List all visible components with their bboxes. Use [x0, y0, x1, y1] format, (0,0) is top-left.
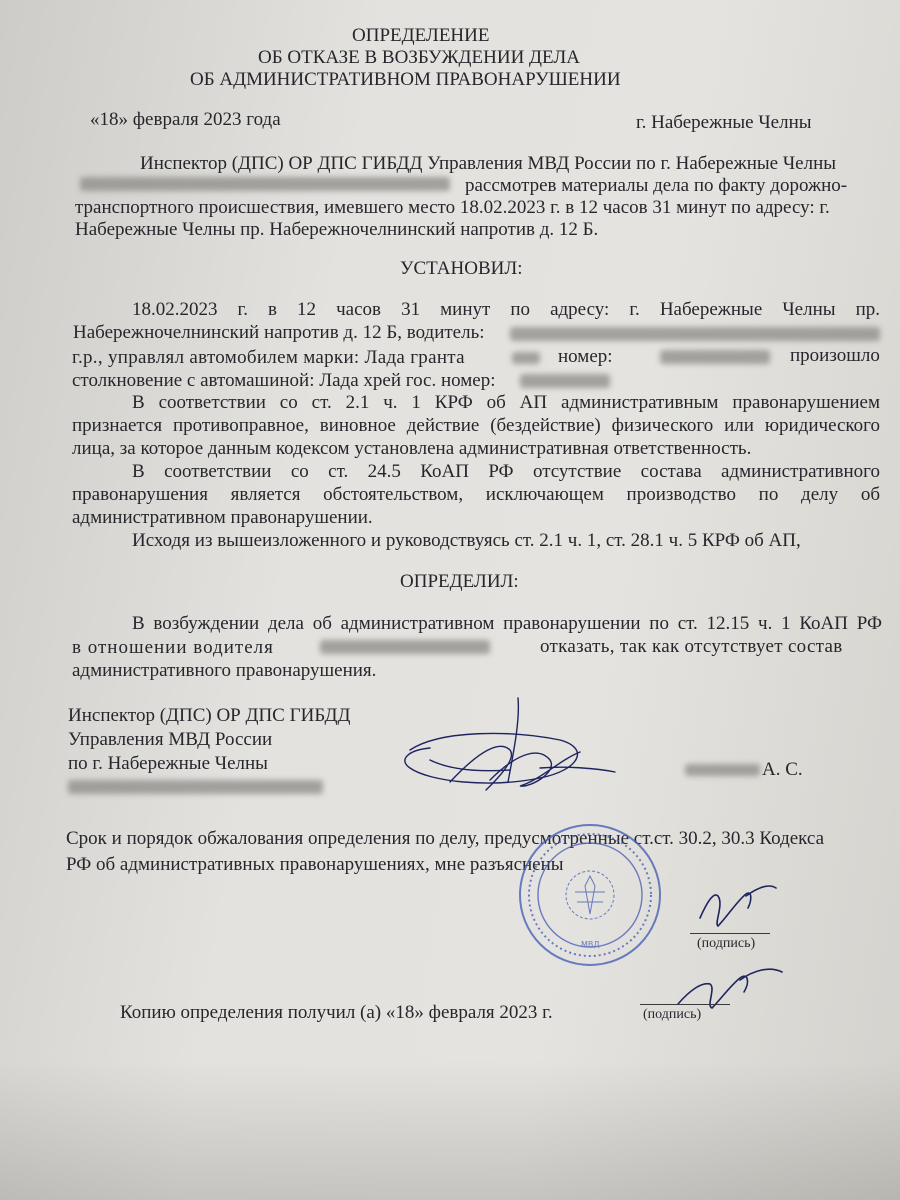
established-line-1: 18.02.2023 г. в 12 часов 31 минут по адресу: г. Набережные Челны пр.: [132, 299, 880, 320]
established-line-3c: произошло: [790, 345, 880, 366]
signer-line-1: Инспектор (ДПС) ОР ДПС ГИБДД: [68, 705, 351, 726]
signer-line-2: Управления МВД России: [68, 729, 273, 750]
document-city: г. Набережные Челны: [636, 112, 812, 133]
signer-line-3: по г. Набережные Челны: [68, 753, 268, 774]
title-line-2: ОБ ОТКАЗЕ В ВОЗБУЖДЕНИИ ДЕЛА: [258, 47, 580, 68]
established-line-6: признается противоправное, виновное действие (бездействие) физического или юридического: [72, 415, 880, 436]
acknowledgement-signature-1: [690, 878, 800, 938]
established-line-11: Исходя из вышеизложенного и руководствуясь ст. 2.1 ч. 1, ст. 28.1 ч. 5 КРФ об АП,: [132, 530, 801, 551]
intro-line-1: Инспектор (ДПС) ОР ДПС ГИБДД Управления МВД России по г. Набережные Челны: [140, 153, 837, 174]
established-line-3b: номер:: [558, 346, 613, 367]
decision-line-3: административного правонарушения.: [72, 660, 377, 681]
title-line-3: ОБ АДМИНИСТРАТИВНОМ ПРАВОНАРУШЕНИИ: [190, 69, 621, 90]
decision-line-2b: отказать, так как отсутствует состав: [540, 636, 843, 657]
established-line-5: В соответствии со ст. 2.1 ч. 1 КРФ об АП административным правонарушением: [132, 392, 880, 413]
redacted-name: [80, 177, 450, 191]
appeal-line-1: Срок и порядок обжалования определения по делу, предусмотренные ст.ст. 30.2, 30.3 Кодекса: [66, 828, 825, 849]
inspector-signature: [390, 690, 630, 810]
intro-line-4: Набережные Челны пр. Набережночелнинский напротив д. 12 Б.: [75, 219, 599, 240]
signer-initials: А. С.: [762, 759, 803, 780]
stamp-label: МВД: [581, 940, 600, 949]
established-line-9: правонарушения является обстоятельством, исключающем производство по делу об: [72, 484, 880, 505]
redacted-signer: [68, 780, 323, 794]
established-line-4: столкновение с автомашиной: Лада хрей гос. номер:: [72, 370, 496, 391]
redacted-surname: [685, 764, 760, 776]
intro-line-2: рассмотрев материалы дела по факту дорожно-: [465, 175, 848, 196]
established-line-8: В соответствии со ст. 24.5 КоАП РФ отсутствие состава административного: [132, 461, 880, 482]
intro-line-3: транспортного происшествия, имевшего место 18.02.2023 г. в 12 часов 31 минут по адресу: г.: [75, 197, 830, 218]
document-date: «18» февраля 2023 года: [90, 109, 281, 130]
copy-received: Копию определения получил (а) «18» февраля 2023 г.: [120, 1002, 553, 1023]
appeal-line-2: РФ об административных правонарушениях, мне разъяснены: [66, 854, 564, 875]
established-line-7: лица, за которое данным кодексом установлена административная ответственность.: [72, 438, 752, 459]
redacted-plate-2: [520, 374, 610, 388]
established-line-10: административном правонарушении.: [72, 507, 373, 528]
decision-line-2a: в отношении водителя: [72, 637, 274, 658]
sign-label-1: (подпись): [697, 936, 756, 951]
sign-label-2: (подпись): [643, 1007, 702, 1022]
section-decided-title: ОПРЕДЕЛИЛ:: [400, 571, 519, 592]
title-line-1: ОПРЕДЕЛЕНИЕ: [352, 25, 490, 46]
redacted-gos: [512, 352, 540, 364]
photo-shadow: [0, 1060, 900, 1200]
established-line-2: Набережночелнинский напротив д. 12 Б, водитель:: [73, 322, 485, 343]
established-line-3a: г.р., управлял автомобилем марки: Лада гранта: [72, 347, 465, 368]
section-established-title: УСТАНОВИЛ:: [400, 258, 523, 279]
police-stamp: [515, 820, 665, 970]
decision-line-1: В возбуждении дела об административном правонарушении по ст. 12.15 ч. 1 КоАП РФ: [132, 613, 882, 634]
redacted-driver: [510, 327, 880, 341]
redacted-driver-2: [320, 640, 490, 654]
redacted-plate-1: [660, 350, 770, 364]
